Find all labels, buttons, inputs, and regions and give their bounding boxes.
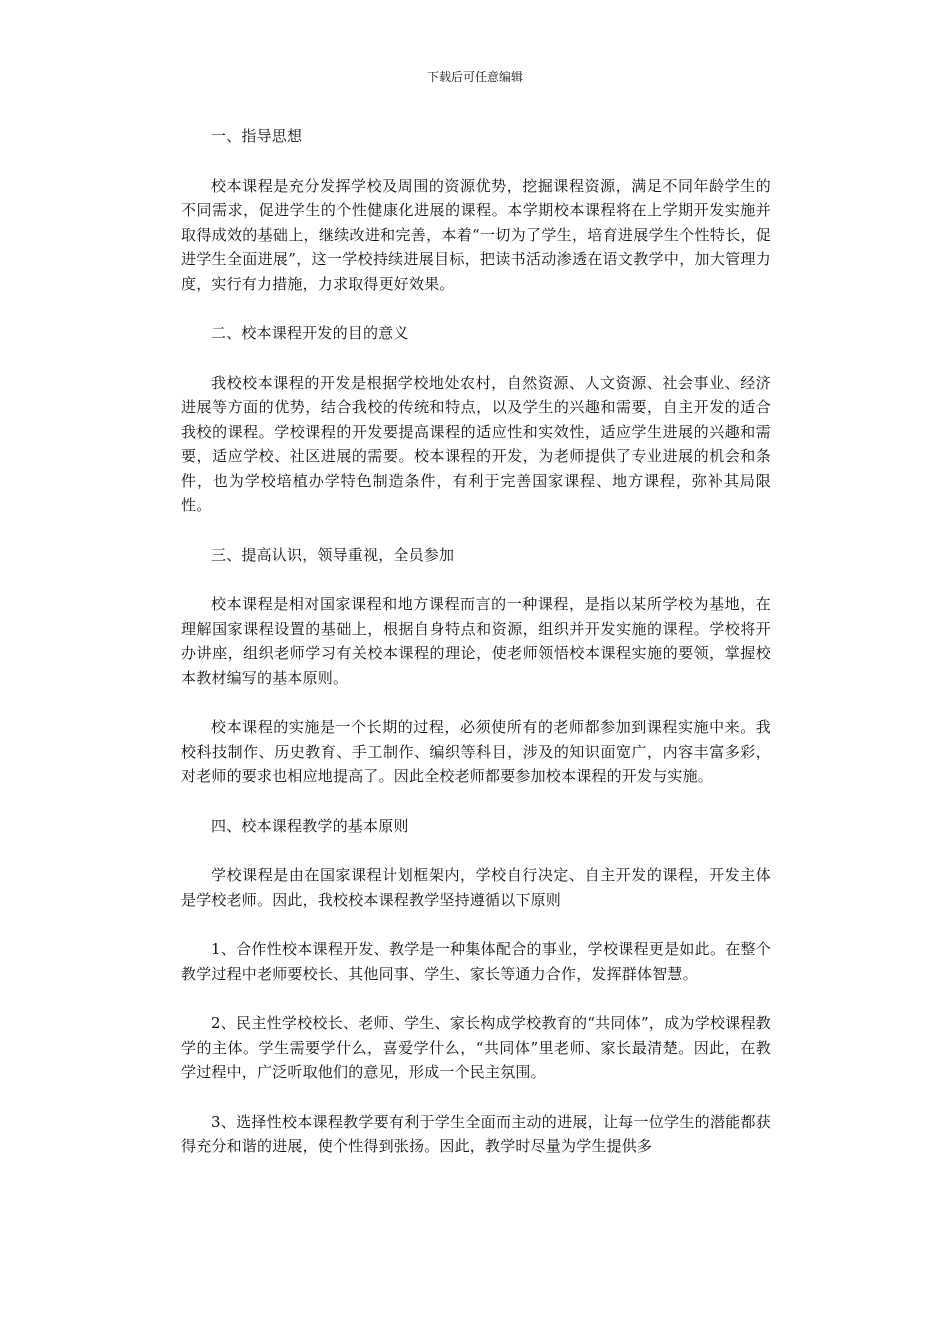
section-heading: 一、指导思想 — [211, 127, 303, 145]
list-item-principle: 1、合作性校本课程开发、教学是一种集体配合的事业，学校课程更是如此。在整个教学过程中老师要校长、其他同事、学生、家长等通力合作，发挥群体智慧。 — [181, 940, 771, 983]
document-body — [181, 124, 771, 1184]
paragraph: 校本课程是充分发挥学校及周围的资源优势，挖掘课程资源，满足不同年龄学生的不同需求，促进学生的个性健康化进展的课程。本学期校本课程将在上学期开发实施并取得成效的基础上，继续改进和完善，本着“一切为了学生，培育进展学生个性特长，促进学生全面进展”，这一学校持续进展目标，把读书活动渗透在语文教学中，加大管理力度，实行有力措施，力求取得更好效果。 — [181, 176, 771, 293]
list-item-principle: 2、民主性学校校长、老师、学生、家长构成学校教育的“共同体”，成为学校课程教学的主体。学生需要学什么，喜爱学什么，“共同体”里老师、家长最清楚。因此，在教学过程中，广泛听取他们的意见，形成一个民主氛围。 — [181, 1014, 771, 1081]
page-header: 下载后可任意编辑 — [426, 70, 523, 84]
section-heading: 四、校本课程教学的基本原则 — [211, 816, 409, 835]
paragraph: 校本课程的实施是一个长期的过程，必须使所有的老师都参加到课程实施中来。我校科技制作、历史教育、手工制作、编织等科目，涉及的知识面宽广，内容丰富多彩，对老师的要求也相应地提高了。因此全校老师都要参加校本课程的开发与实施。 — [181, 718, 771, 785]
paragraph: 我校校本课程的开发是根据学校地处农村，自然资源、人文资源、社会事业、经济进展等方面的优势，结合我校的传统和特点，以及学生的兴趣和需要，自主开发的适合我校的课程。学校课程的开发要提高课程的适应性和实效性，适应学生进展的兴趣和需要，适应学校、社区进展的需要。校本课程的开发，为老师提供了专业进展的机会和条件，也为学校培植办学特色制造条件，有利于完善国家课程、地方课程，弥补其局限性。 — [181, 373, 771, 514]
paragraph: 校本课程是相对国家课程和地方课程而言的一种课程，是指以某所学校为基地，在理解国家课程设置的基础上，根据自身特点和资源，组织并开发实施的课程。学校将开办讲座，组织老师学习有关校本课程的理论，使老师领悟校本课程实施的要领，掌握校本教材编写的基本原则。 — [181, 595, 771, 687]
paragraph: 学校课程是由在国家课程计划框架内，学校自行决定、自主开发的课程，开发主体是学校老师。因此，我校校本课程教学坚持遵循以下原则 — [181, 866, 771, 909]
list-item-principle: 3、选择性校本课程教学要有利于学生全面而主动的进展，让每一位学生的潜能都获得充分和谐的进展，使个性得到张扬。因此，教学时尽量为学生提供多 — [181, 1112, 771, 1155]
section-heading: 三、提高认识，领导重视，全员参加 — [211, 545, 455, 564]
section-heading: 二、校本课程开发的目的意义 — [211, 324, 409, 342]
